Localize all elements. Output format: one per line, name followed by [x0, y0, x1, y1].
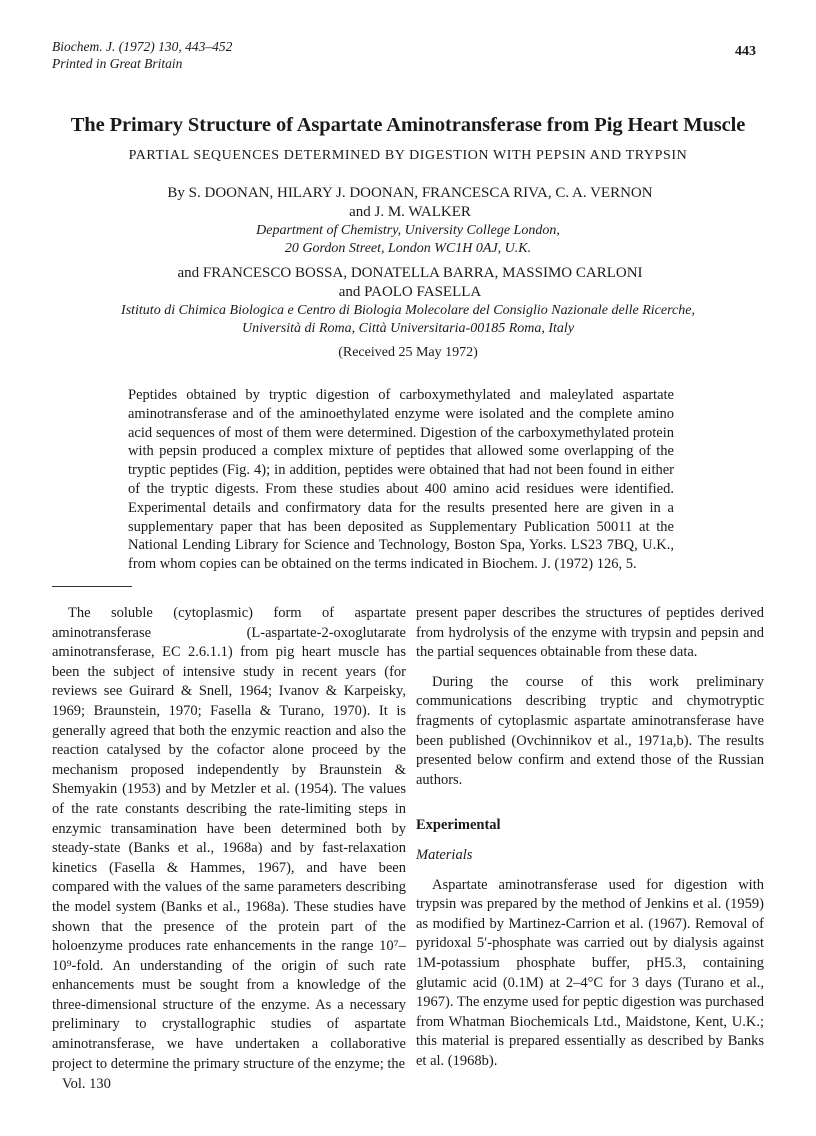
body-paragraph: present paper describes the structures of peptides derived from hydrolysis of the enzyme with trypsin and pepsin and the partial sequences obtainable from these data.	[416, 605, 764, 661]
journal-citation	[52, 38, 232, 72]
affiliation-line: Istituto di Chimica Biologica e Centro di Biologia Molecolare del Consiglio Nazionale delle Ricerche,	[121, 303, 695, 318]
abstract: Peptides obtained by tryptic digestion of carboxymethylated and maleylated aspartate aminotransferase and of the aminoethylated enzyme were isolated and the complete amino acid sequences of most of them were determined. Digestion of the carboxymethylated protein with pepsin produced a complex mixture of peptides that allowed some overlapping of the tryptic peptides (Fig. 4); in addition, peptides were obtained that had not been found in either of the tryptic digests. From these studies about 400 amino acid residues were identified. Experimental details and confirmatory data for the results presented here are given in a supplementary paper that has been deposited as Supplementary Publication 50011 at the National Lending Library for Science and Technology, Boston Spa, Yorks. LS23 7BQ, U.K., from whom copies can be obtained on the terms indicated in Biochem. J. (1972) 126, 5.	[128, 387, 674, 573]
author-line: By S. DOONAN, HILARY J. DOONAN, FRANCESCA RIVA, C. A. VERNON	[167, 185, 653, 201]
affiliation-line: Department of Chemistry, University College London,	[256, 223, 560, 238]
author-line: and J. M. WALKER	[349, 204, 471, 220]
author-list-1	[60, 184, 760, 222]
right-column	[416, 604, 764, 1071]
article-title: The Primary Structure of Aspartate Aminotransferase from Pig Heart Muscle	[70, 114, 746, 136]
subsection-heading: Materials	[416, 846, 473, 863]
volume-footer: Vol. 130	[62, 1076, 111, 1092]
page-number: 443	[735, 44, 756, 59]
body-paragraph: Aspartate aminotransferase used for digestion with trypsin was prepared by the method of Jenkins et al. (1959) as modified by Martinez-Carrion et al. (1967). Removal of pyridoxal 5′-phosphate was carried out by dialysis against 1M-potassium phosphate buffer, pH5.3, containing glutamic acid (0.1M) at 2–4°C for 3 days (Turano et al., 1967). The enzyme used for peptic digestion was purchased from Whatman Biochemicals Ltd., Maidstone, Kent, U.K.; this material is prepared essentially as described by Banks et al. (1968b).	[416, 876, 764, 1069]
affiliation-line: 20 Gordon Street, London WC1H 0AJ, U.K.	[284, 241, 532, 256]
author-line: and PAOLO FASELLA	[338, 284, 482, 300]
left-column	[52, 604, 406, 1074]
affiliation-1	[40, 222, 776, 258]
journal-reference: Biochem. J. (1972) 130, 443–452	[52, 39, 233, 54]
printed-in: Printed in Great Britain	[52, 56, 183, 71]
affiliation-2	[40, 302, 776, 338]
body-paragraph: During the course of this work preliminary communications describing tryptic and chymotryptic fragments of cytoplasmic aspartate aminotransferase have been published (Ovchinnikov et al., 1971a,b). The results presented below confirm and extend those of the Russian authors.	[416, 673, 764, 788]
body-paragraph: The soluble (cytoplasmic) form of aspartate aminotransferase (L-aspartate-2-oxoglutarate aminotransferase, EC 2.6.1.1) from pig heart muscle has been the subject of intensive study in recent years (for reviews see Guirard & Snell, 1964; Ivanov & Karpeisky, 1969; Braunstein, 1970; Fasella & Turano, 1970). It is generally agreed that both the enzymic reaction and also the reaction catalysed by the cofactor alone proceed by the mechanism proposed independently by Braunstein & Shemyakin (1953) and by Metzler et al. (1954). The values of the rate constants describing the rate-limiting steps in enzymic transamination have been determined both by steady-state (Banks et al., 1968a) and by fast-relaxation kinetics (Fasella & Hammes, 1967), and have been compared with the values of the same parameters describing the model system (Banks et al., 1968a). These studies have shown that the presence of the protein part of the holoenzyme produces rate enhancements in the range 10⁷–10⁹-fold. An understanding of the origin of such rate enhancements must be sought from a knowledge of the three-dimensional structure of the enzyme. As a necessary preliminary to crystallographic studies of aspartate aminotransferase, we have undertaken a collaborative project to determine the primary structure of the enzyme; the	[52, 605, 406, 1072]
divider	[52, 586, 132, 587]
author-list-2	[60, 264, 760, 302]
affiliation-line: Università di Roma, Città Universitaria-00185 Roma, Italy	[241, 321, 575, 336]
author-line: and FRANCESCO BOSSA, DONATELLA BARRA, MASSIMO CARLONI	[177, 265, 643, 281]
received-date: (Received 25 May 1972)	[338, 345, 478, 360]
section-heading: Experimental	[416, 817, 501, 834]
article-subtitle: PARTIAL SEQUENCES DETERMINED BY DIGESTION WITH PEPSIN AND TRYPSIN	[128, 148, 688, 163]
